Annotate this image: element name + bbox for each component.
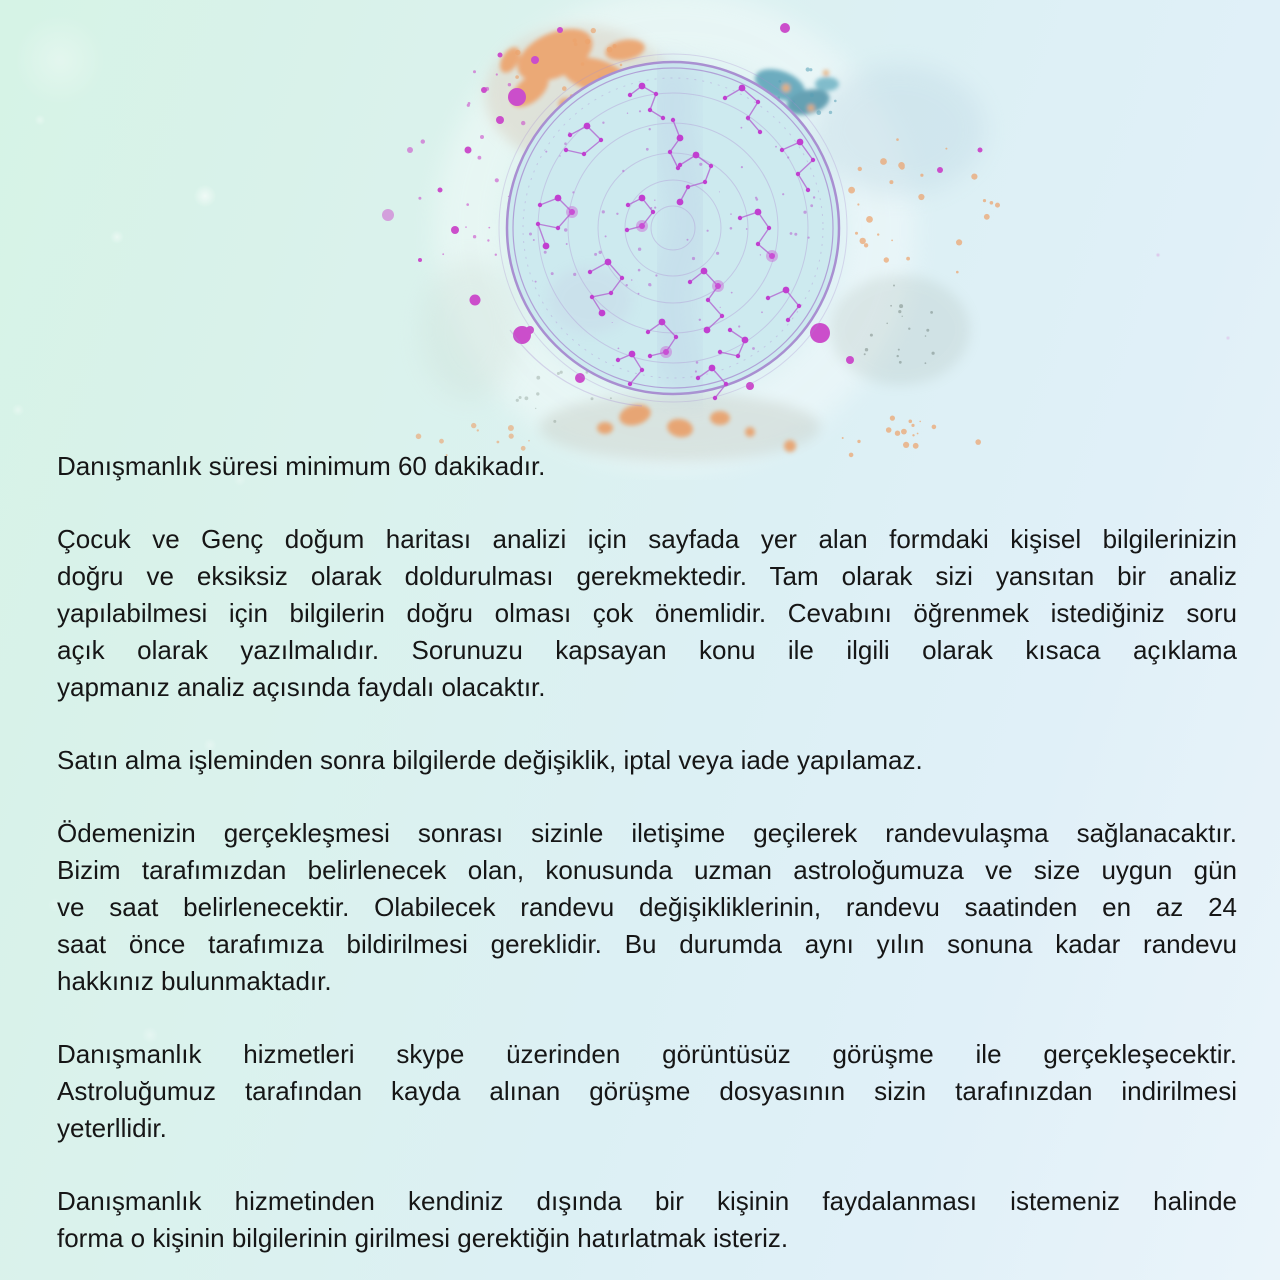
text-line: açık olarak yazılmalıdır. Sorunuzu kapsayan konu ile ilgili olarak kısaca açıklama xyxy=(57,635,1237,665)
paragraph xyxy=(57,521,1237,706)
text-line: Danışmanlık hizmetinden kendiniz dışında bir kişinin faydalanması istemeniz halinde xyxy=(57,1186,1237,1216)
text-line: hakkınız bulunmaktadır. xyxy=(57,966,332,996)
paragraph xyxy=(57,1183,1237,1257)
text-line: yapmanız analiz açısında faydalı olacaktır. xyxy=(57,672,546,702)
text-line: doğru ve eksiksiz olarak doldurulması gerekmektedir. Tam olarak sizi yansıtan bir analiz xyxy=(57,561,1237,591)
text-line: yapılabilmesi için bilgilerin doğru olması çok önemlidir. Cevabını öğrenmek istediğiniz soru xyxy=(57,598,1237,628)
text-line: ve saat belirlenecektir. Olabilecek randevu değişikliklerinin, randevu saatinden en az 24 xyxy=(57,892,1237,922)
text-line: Bizim tarafımızdan belirlenecek olan, konusunda uzman astroloğumuza ve size uygun gün xyxy=(57,855,1237,885)
text-line: saat önce tarafımıza bildirilmesi gereklidir. Bu durumda aynı yılın sonuna kadar randevu xyxy=(57,929,1237,959)
paragraph xyxy=(57,815,1237,1000)
text-line: Danışmanlık süresi minimum 60 dakikadır. xyxy=(57,451,546,481)
paragraph xyxy=(57,742,1237,779)
paragraph xyxy=(57,448,1237,485)
star-map-illustration xyxy=(380,0,1020,480)
text-line: forma o kişinin bilgilerinin girilmesi gerektiğin hatırlatmak isteriz. xyxy=(57,1223,789,1253)
paragraph xyxy=(57,1036,1237,1147)
text-line: yeterllidir. xyxy=(57,1113,167,1143)
text-line: Danışmanlık hizmetleri skype üzerinden görüntüsüz görüşme ile gerçekleşecektir. xyxy=(57,1039,1237,1069)
text-line: Ödemenizin gerçekleşmesi sonrası sizinle iletişime geçilerek randevulaşma sağlanacaktır. xyxy=(57,818,1237,848)
milky-way-band xyxy=(671,65,688,392)
text-line: Çocuk ve Genç doğum haritası analizi için sayfada yer alan formdaki kişisel bilgilerinizin xyxy=(57,524,1237,554)
text-line: Satın alma işleminden sonra bilgilerde değişiklik, iptal veya iade yapılamaz. xyxy=(57,745,923,775)
text-line: Astroluğumuz tarafından kayda alınan görüşme dosyasının sizin tarafınızdan indirilmesi xyxy=(57,1076,1237,1106)
document-text xyxy=(57,448,1237,1280)
